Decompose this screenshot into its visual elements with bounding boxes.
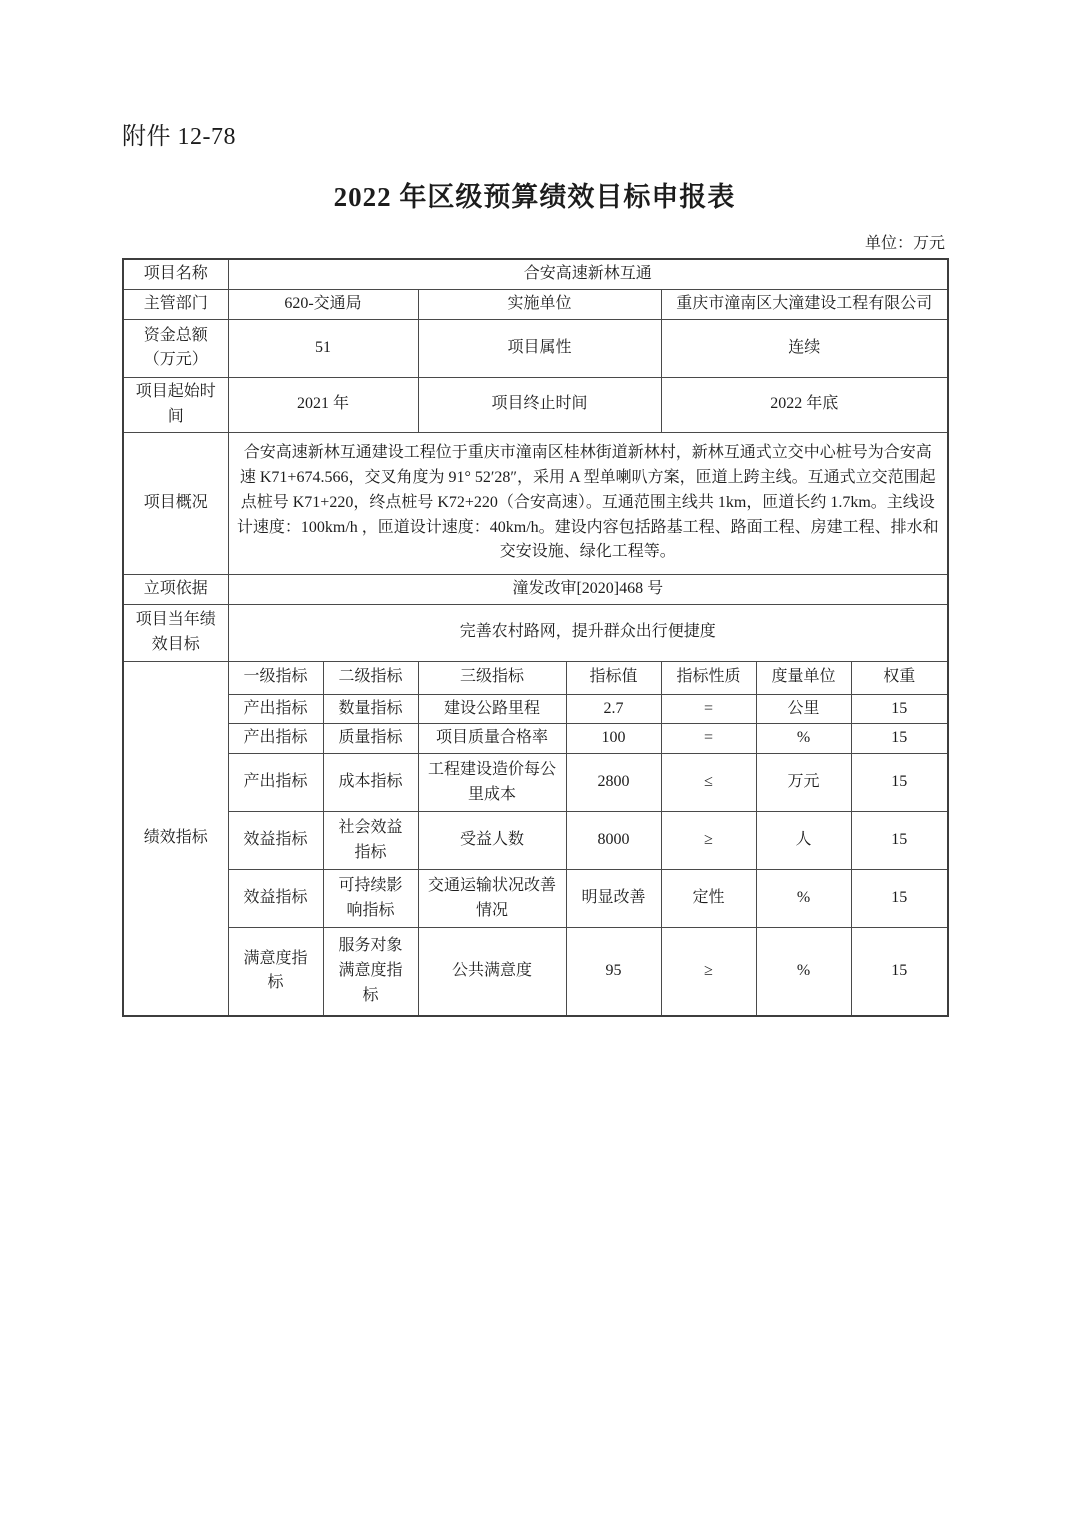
indicator-cell: 定性 <box>661 870 756 928</box>
indicator-cell: = <box>661 724 756 754</box>
row-basis <box>123 574 948 604</box>
indicator-cell: 满意度指标 <box>228 928 323 1016</box>
indicator-cell: 8000 <box>566 812 661 870</box>
indicator-cell: 15 <box>851 694 948 724</box>
indicator-row <box>123 694 948 724</box>
indicator-cell: % <box>756 724 851 754</box>
indicator-header-cell: 一级指标 <box>228 661 323 694</box>
end-time-value-cell: 2022 年底 <box>661 377 948 432</box>
row-project-name <box>123 259 948 289</box>
indicator-cell: 100 <box>566 724 661 754</box>
indicator-row <box>123 870 948 928</box>
indicator-header-cell: 权重 <box>851 661 948 694</box>
indicator-cell: 万元 <box>756 754 851 812</box>
indicator-header-cell: 度量单位 <box>756 661 851 694</box>
start-time-label-cell: 项目起始时间 <box>123 377 228 432</box>
indicator-cell: 交通运输状况改善情况 <box>418 870 566 928</box>
indicator-cell: ≤ <box>661 754 756 812</box>
indicator-cell: 数量指标 <box>323 694 418 724</box>
row-fund <box>123 319 948 377</box>
dept-value-cell: 620-交通局 <box>228 289 418 319</box>
indicator-cell: 明显改善 <box>566 870 661 928</box>
start-time-value-cell: 2021 年 <box>228 377 418 432</box>
indicator-cell: 受益人数 <box>418 812 566 870</box>
indicator-cell: 服务对象满意度指标 <box>323 928 418 1016</box>
indicator-cell: % <box>756 870 851 928</box>
indicator-cell: 社会效益指标 <box>323 812 418 870</box>
document-content <box>122 0 947 1017</box>
indicator-cell: 产出指标 <box>228 754 323 812</box>
performance-section-label-cell: 绩效指标 <box>123 661 228 1016</box>
annual-goal-label-cell: 项目当年绩效目标 <box>123 604 228 661</box>
indicator-cell: 15 <box>851 724 948 754</box>
indicator-row <box>123 928 948 1016</box>
row-time <box>123 377 948 432</box>
indicator-header-cell: 三级指标 <box>418 661 566 694</box>
indicator-cell: 15 <box>851 928 948 1016</box>
end-time-label-cell: 项目终止时间 <box>418 377 661 432</box>
impl-unit-value-cell: 重庆市潼南区大潼建设工程有限公司 <box>661 289 948 319</box>
indicator-header-cell: 二级指标 <box>323 661 418 694</box>
indicator-row <box>123 812 948 870</box>
indicator-cell: 可持续影响指标 <box>323 870 418 928</box>
overview-label-cell: 项目概况 <box>123 432 228 574</box>
indicator-cell: 工程建设造价每公里成本 <box>418 754 566 812</box>
indicator-cell: 建设公路里程 <box>418 694 566 724</box>
fund-value-cell: 51 <box>228 319 418 377</box>
indicator-cell: 效益指标 <box>228 870 323 928</box>
row-overview <box>123 432 948 574</box>
indicator-cell: 产出指标 <box>228 724 323 754</box>
row-indicator-header <box>123 661 948 694</box>
declaration-table <box>122 258 949 1017</box>
indicator-header-cell: 指标性质 <box>661 661 756 694</box>
project-name-label-cell: 项目名称 <box>123 259 228 289</box>
indicator-row <box>123 754 948 812</box>
page-title: 2022 年区级预算绩效目标申报表 <box>333 182 736 212</box>
indicator-cell: 成本指标 <box>323 754 418 812</box>
project-name-value-cell: 合安高速新林互通 <box>228 259 948 289</box>
annual-goal-value-cell: 完善农村路网，提升群众出行便捷度 <box>228 604 948 661</box>
indicator-header-cell: 指标值 <box>566 661 661 694</box>
overview-text-cell: 合安高速新林互通建设工程位于重庆市潼南区桂林街道新林村，新林互通式立交中心桩号为合安高速 K71+674.566，交叉角度为 91° 52′28″，采用 A 型单喇叭方案，匝道上跨主线。互通式立交范围起点桩号 K71+220，终点桩号 K72+220（合安高速）。互通范围主线共 1km，匝道长约 1.7km。主线设计速度：100km/h ，匝道设计速度：40km/h。建设内容包括路基工程、路面工程、房建工程、排水和交安设施、绿化工程等。 <box>228 432 948 574</box>
dept-label-cell: 主管部门 <box>123 289 228 319</box>
indicator-cell: 2800 <box>566 754 661 812</box>
indicator-cell: 公共满意度 <box>418 928 566 1016</box>
indicator-cell: 15 <box>851 812 948 870</box>
indicator-cell: 项目质量合格率 <box>418 724 566 754</box>
indicator-cell: ≥ <box>661 928 756 1016</box>
indicator-cell: = <box>661 694 756 724</box>
indicator-cell: % <box>756 928 851 1016</box>
indicator-cell: 质量指标 <box>323 724 418 754</box>
project-attr-label-cell: 项目属性 <box>418 319 661 377</box>
indicator-cell: ≥ <box>661 812 756 870</box>
indicator-cell: 2.7 <box>566 694 661 724</box>
indicator-cell: 15 <box>851 870 948 928</box>
fund-label-cell: 资金总额（万元） <box>123 319 228 377</box>
attachment-label: 附件 12-78 <box>122 124 236 150</box>
basis-value-cell: 潼发改审[2020]468 号 <box>228 574 948 604</box>
row-annual-goal <box>123 604 948 661</box>
basis-label-cell: 立项依据 <box>123 574 228 604</box>
indicator-cell: 人 <box>756 812 851 870</box>
indicator-cell: 产出指标 <box>228 694 323 724</box>
indicator-cell: 公里 <box>756 694 851 724</box>
unit-note: 单位：万元 <box>864 235 945 252</box>
indicator-cell: 效益指标 <box>228 812 323 870</box>
indicator-row <box>123 724 948 754</box>
impl-unit-label-cell: 实施单位 <box>418 289 661 319</box>
project-attr-value-cell: 连续 <box>661 319 948 377</box>
indicator-cell: 15 <box>851 754 948 812</box>
row-dept <box>123 289 948 319</box>
indicator-cell: 95 <box>566 928 661 1016</box>
